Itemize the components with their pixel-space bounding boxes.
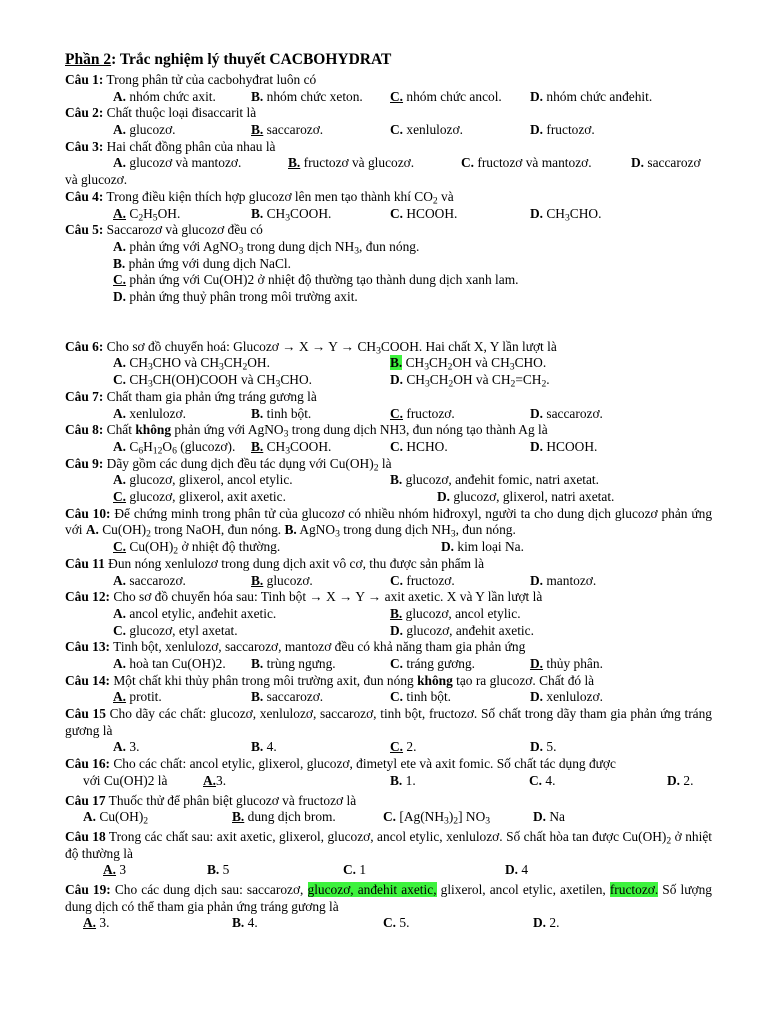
options-row [113,623,712,640]
question-stem: Câu 1: Trong phân tử của cacbohyđrat luôn có [65,72,317,87]
question-11 [65,556,712,589]
option-d[interactable]: D. nhóm chức anđehit. [530,88,653,104]
options-row [113,89,712,106]
option-d[interactable]: D. 2. [667,772,694,788]
question-stem: Câu 5: Saccarozơ và glucozơ đều có [65,222,263,238]
option-a[interactable]: A. 3. [83,915,110,931]
option-d[interactable]: D. phản ứng thuỷ phân trong môi trường axit. [113,289,358,305]
question-18 [65,829,712,879]
option-c[interactable]: C. tinh bột. [390,689,452,705]
option-b[interactable]: B. glucozơ, ancol etylic. [390,605,521,621]
option-b[interactable]: B. saccarozơ. [251,689,324,705]
option-c[interactable]: C. glucozơ, etyl axetat. [113,622,238,638]
option-b[interactable]: B. 1. [390,772,416,788]
options-row [83,915,712,932]
option-c[interactable]: C. $Cu(OH)_2$ ở nhiệt độ thường. [113,539,281,557]
option-c[interactable]: C. $[Ag(NH_3)_2]$ $NO_3$ [383,809,491,827]
option-c[interactable]: C. nhóm chức ancol. [390,88,502,104]
option-c[interactable]: C. glucozơ, glixerol, axit axetic. [113,489,286,505]
question-stem: Câu 3: Hai chất đồng phân của nhau là [65,138,276,154]
option-c[interactable]: C. xenlulozơ. [390,122,463,138]
option-a[interactable]: A. glucozơ. [113,122,176,138]
question-stem: Câu 9: Dãy gồm các dung dịch đều tác dụng với $Cu(OH)_2$ là [65,455,392,474]
question-16-lead: với Cu(OH)2 là [83,772,168,788]
options-row [113,406,712,423]
option-a[interactable]: A. hoà tan Cu(OH)2. [113,655,226,671]
options-row [113,689,712,706]
options-row [113,472,712,489]
option-d[interactable]: D. kim loại Na. [441,539,524,555]
highlighted-text: fructozơ. [609,882,659,898]
question-stem: Câu 6: Cho sơ đồ chuyển hoá: Glucozơ → $X \to Y \to CH_3COOH$. Hai chất X, Y lần lượt là [65,338,557,357]
option-d[interactable]: D. Na [533,809,566,825]
question-17 [65,793,712,826]
option-d[interactable]: D. xenlulozơ. [530,689,603,705]
question-14 [65,673,712,706]
options-row [113,739,712,756]
question-stem: Câu 16: Cho các chất: ancol etylic, glixerol, glucozơ, đimetyl ete và axit fomic. Số chất tác dụng được [65,756,616,772]
options-row [113,372,712,389]
section-heading: : Trắc nghiệm lý thuyết CACBOHYDRAT [111,51,392,68]
options-row [113,355,712,372]
options-row [113,489,712,506]
option-c[interactable]: C. fructozơ. [390,405,455,421]
option-a[interactable]: A. $Cu(OH)_2$ [83,809,149,827]
option-c[interactable]: C. 2. [390,739,417,755]
question-stem: Câu 13: Tinh bột, xenlulozơ, saccarozơ, mantozơ đều có khả năng tham gia phản ứng [65,639,526,655]
options-row [113,155,712,172]
option-a[interactable]: A. $C_2H_5OH$. [113,205,181,223]
option-c[interactable]: C. fructozơ. [390,572,455,588]
question-stem: Câu 7: Chất tham gia phản ứng tráng gương là [65,388,317,404]
option-c[interactable]: C. HCOOH. [390,205,458,221]
question-stem: Câu 11 Đun nóng xenlulozơ trong dung dịch axit vô cơ, thu được sản phẩm là [65,555,485,571]
question-15 [65,706,712,756]
option-a[interactable]: A. protit. [113,689,162,705]
question-13 [65,639,712,672]
option-b[interactable]: B. 4. [251,739,277,755]
option-c[interactable]: C. $CH_3CH(OH)COOH$ và $CH_3CHO$. [113,372,312,390]
option-b[interactable]: B. phản ứng với dung dịch NaCl. [113,255,292,271]
option-c[interactable]: C. tráng gương. [390,655,476,671]
highlighted-text: glucozơ, anđehit axetic, [307,882,437,898]
option-b[interactable]: B. AgNO$_3$ trong dung dịch $NH_3$, đun nóng. [284,522,516,540]
option-a[interactable]: A. phản ứng với AgNO$_3$ trong dung dịch $NH_3$, đun nóng. [113,238,420,257]
option-a[interactable]: A. xenlulozơ. [113,405,186,421]
question-stem: Câu 8: Chất không phản ứng với AgNO$_3$ trong dung dịch NH3, đun nóng tạo thành Ag là [65,422,548,440]
options-row [113,656,712,673]
option-a[interactable]: A. glucozơ và mantozơ. [113,155,242,171]
question-6 [65,339,712,389]
option-d[interactable]: D. glucozơ, glixerol, natri axetat. [437,489,615,505]
option-d-continued: và glucozơ. [65,172,128,188]
options-row [113,439,712,456]
question-stem: Câu 2: Chất thuộc loại đisaccarit là [65,105,257,121]
options-row [113,606,712,623]
option-a[interactable]: A. 3 [103,862,127,878]
question-3 [65,139,712,189]
option-a[interactable]: A. $C_6H_{12}O_6$ (glucozơ). [113,438,236,457]
option-b[interactable]: B. nhóm chức xeton. [251,88,363,104]
option-a[interactable]: A.3. [203,772,227,788]
section-title [65,49,712,71]
question-12 [65,589,712,639]
option-c[interactable]: C. fructozơ và mantozơ. [461,155,592,171]
option-a[interactable]: A. nhóm chức axit. [113,88,216,104]
options-row [113,206,712,223]
option-a[interactable]: A. $CH_3CHO$ và $CH_3CH_2OH$. [113,355,270,373]
option-d[interactable]: D. $CH_3CHO$. [530,205,602,223]
option-a[interactable]: A. glucozơ, glixerol, ancol etylic. [113,472,293,488]
option-b[interactable]: B. tinh bột. [251,405,312,421]
question-stem: Câu 18 Trong các chất sau: axit axetic, glixerol, glucozơ, ancol etylic, xenlulozơ. Số chất hòa tan được $Cu(OH)_2$ ở nhiệt độ thường là [65,828,712,861]
section-part: Phần 2 [65,51,112,68]
option-d[interactable]: D. $CH_3CH_2OH$ và $CH_2=CH_2$. [390,372,550,390]
option-b[interactable]: B. 4. [232,915,258,931]
option-c[interactable]: C. 4. [529,772,556,788]
option-b[interactable]: B. $CH_3CH_2OH$ và $CH_3CHO$. [390,355,547,373]
question-stem: Câu 10: Để chứng minh trong phân tử của glucozơ có nhiều nhóm hiđroxyl, người ta cho dung dịch glucozơ phản ứng với A. $Cu(OH)_2$ trong NaOH, đun nóng. B. AgNO$_3$ trong dung dịch $NH_3$, đun nóng. [65,505,713,540]
options-row [83,773,712,790]
option-d[interactable]: D. glucozơ, anđehit axetic. [390,622,534,638]
option-a[interactable]: A. saccarozơ. [113,572,186,588]
question-stem: Câu 12: Cho sơ đồ chuyển hóa sau: Tinh bột → X → Y → axit axetic. X và Y lần lượt là [65,589,543,605]
options-row [113,573,712,590]
option-d[interactable]: D. HCOOH. [530,438,598,454]
option-c[interactable]: C. 1 [343,862,367,878]
question-7 [65,389,712,422]
option-d[interactable]: D. mantozơ. [530,572,597,588]
question-4 [65,189,712,222]
option-d[interactable]: D. 4 [505,862,529,878]
option-a[interactable]: A. $Cu(OH)_2$ trong NaOH, đun nóng. [85,522,282,540]
question-19 [65,882,712,932]
options-row [113,539,712,556]
option-d[interactable]: D. 5. [530,739,557,755]
option-b[interactable]: B. saccarozơ. [251,122,324,138]
question-stem: Câu 4: Trong điều kiện thích hợp glucozơ lên men tạo thành khí $CO_2$ và [65,188,454,207]
question-stem: Câu 14: Một chất khi thủy phân trong môi trường axit, đun nóng không tạo ra glucozơ. Chất đó là [65,672,595,688]
options-row [83,809,712,826]
option-d[interactable]: D. saccarozơ [631,155,701,171]
question-16 [65,756,712,789]
option-b[interactable]: B. trùng ngưng. [251,655,336,671]
question-1 [65,72,712,105]
option-a[interactable]: A. 3. [113,739,140,755]
option-b[interactable]: B. fructozơ và glucozơ. [288,155,415,171]
option-c[interactable]: C. HCHO. [390,438,448,454]
question-10 [65,506,712,556]
option-b[interactable]: B. 5 [207,862,230,878]
option-d[interactable]: D. thủy phân. [530,655,603,671]
option-a[interactable]: A. ancol etylic, anđehit axetic. [113,605,277,621]
option-d[interactable]: D. fructozơ. [530,122,595,138]
question-2 [65,105,712,138]
question-8 [65,422,712,455]
option-d[interactable]: D. 2. [533,915,560,931]
question-stem: Câu 15 Cho dãy các chất: glucozơ, xenlulozơ, saccarozơ, tinh bột, fructozơ. Số chất trong dãy tham gia phản ứng tráng gương là [65,706,712,738]
question-9 [65,456,712,506]
options-row [103,862,712,879]
option-c[interactable]: C. phản ứng với Cu(OH)2 ở nhiệt độ thường tạo thành dung dịch xanh lam. [113,272,519,288]
option-d[interactable]: D. saccarozơ. [530,405,603,421]
option-b[interactable]: B. dung dịch brom. [232,809,336,825]
option-b[interactable]: B. $CH_3COOH$. [251,438,332,457]
option-b[interactable]: B. glucozơ, anđehit fomic, natri axetat. [390,472,600,488]
question-stem: Câu 17 Thuốc thử để phân biệt glucozơ và fructozơ là [65,792,357,808]
options-row [113,122,712,139]
option-c[interactable]: C. 5. [383,915,410,931]
question-5 [65,222,712,306]
option-b[interactable]: B. glucozơ. [251,572,313,588]
question-stem: Câu 19: Cho các dung dịch sau: saccarozơ, glucozơ, anđehit axetic, glixerol, ancol etylic, axetilen, fructozơ. Số lượng dung dịch có thể tham gia phản ứng tráng gương là [65,882,712,914]
option-b[interactable]: B. $CH_3COOH$. [251,205,332,223]
